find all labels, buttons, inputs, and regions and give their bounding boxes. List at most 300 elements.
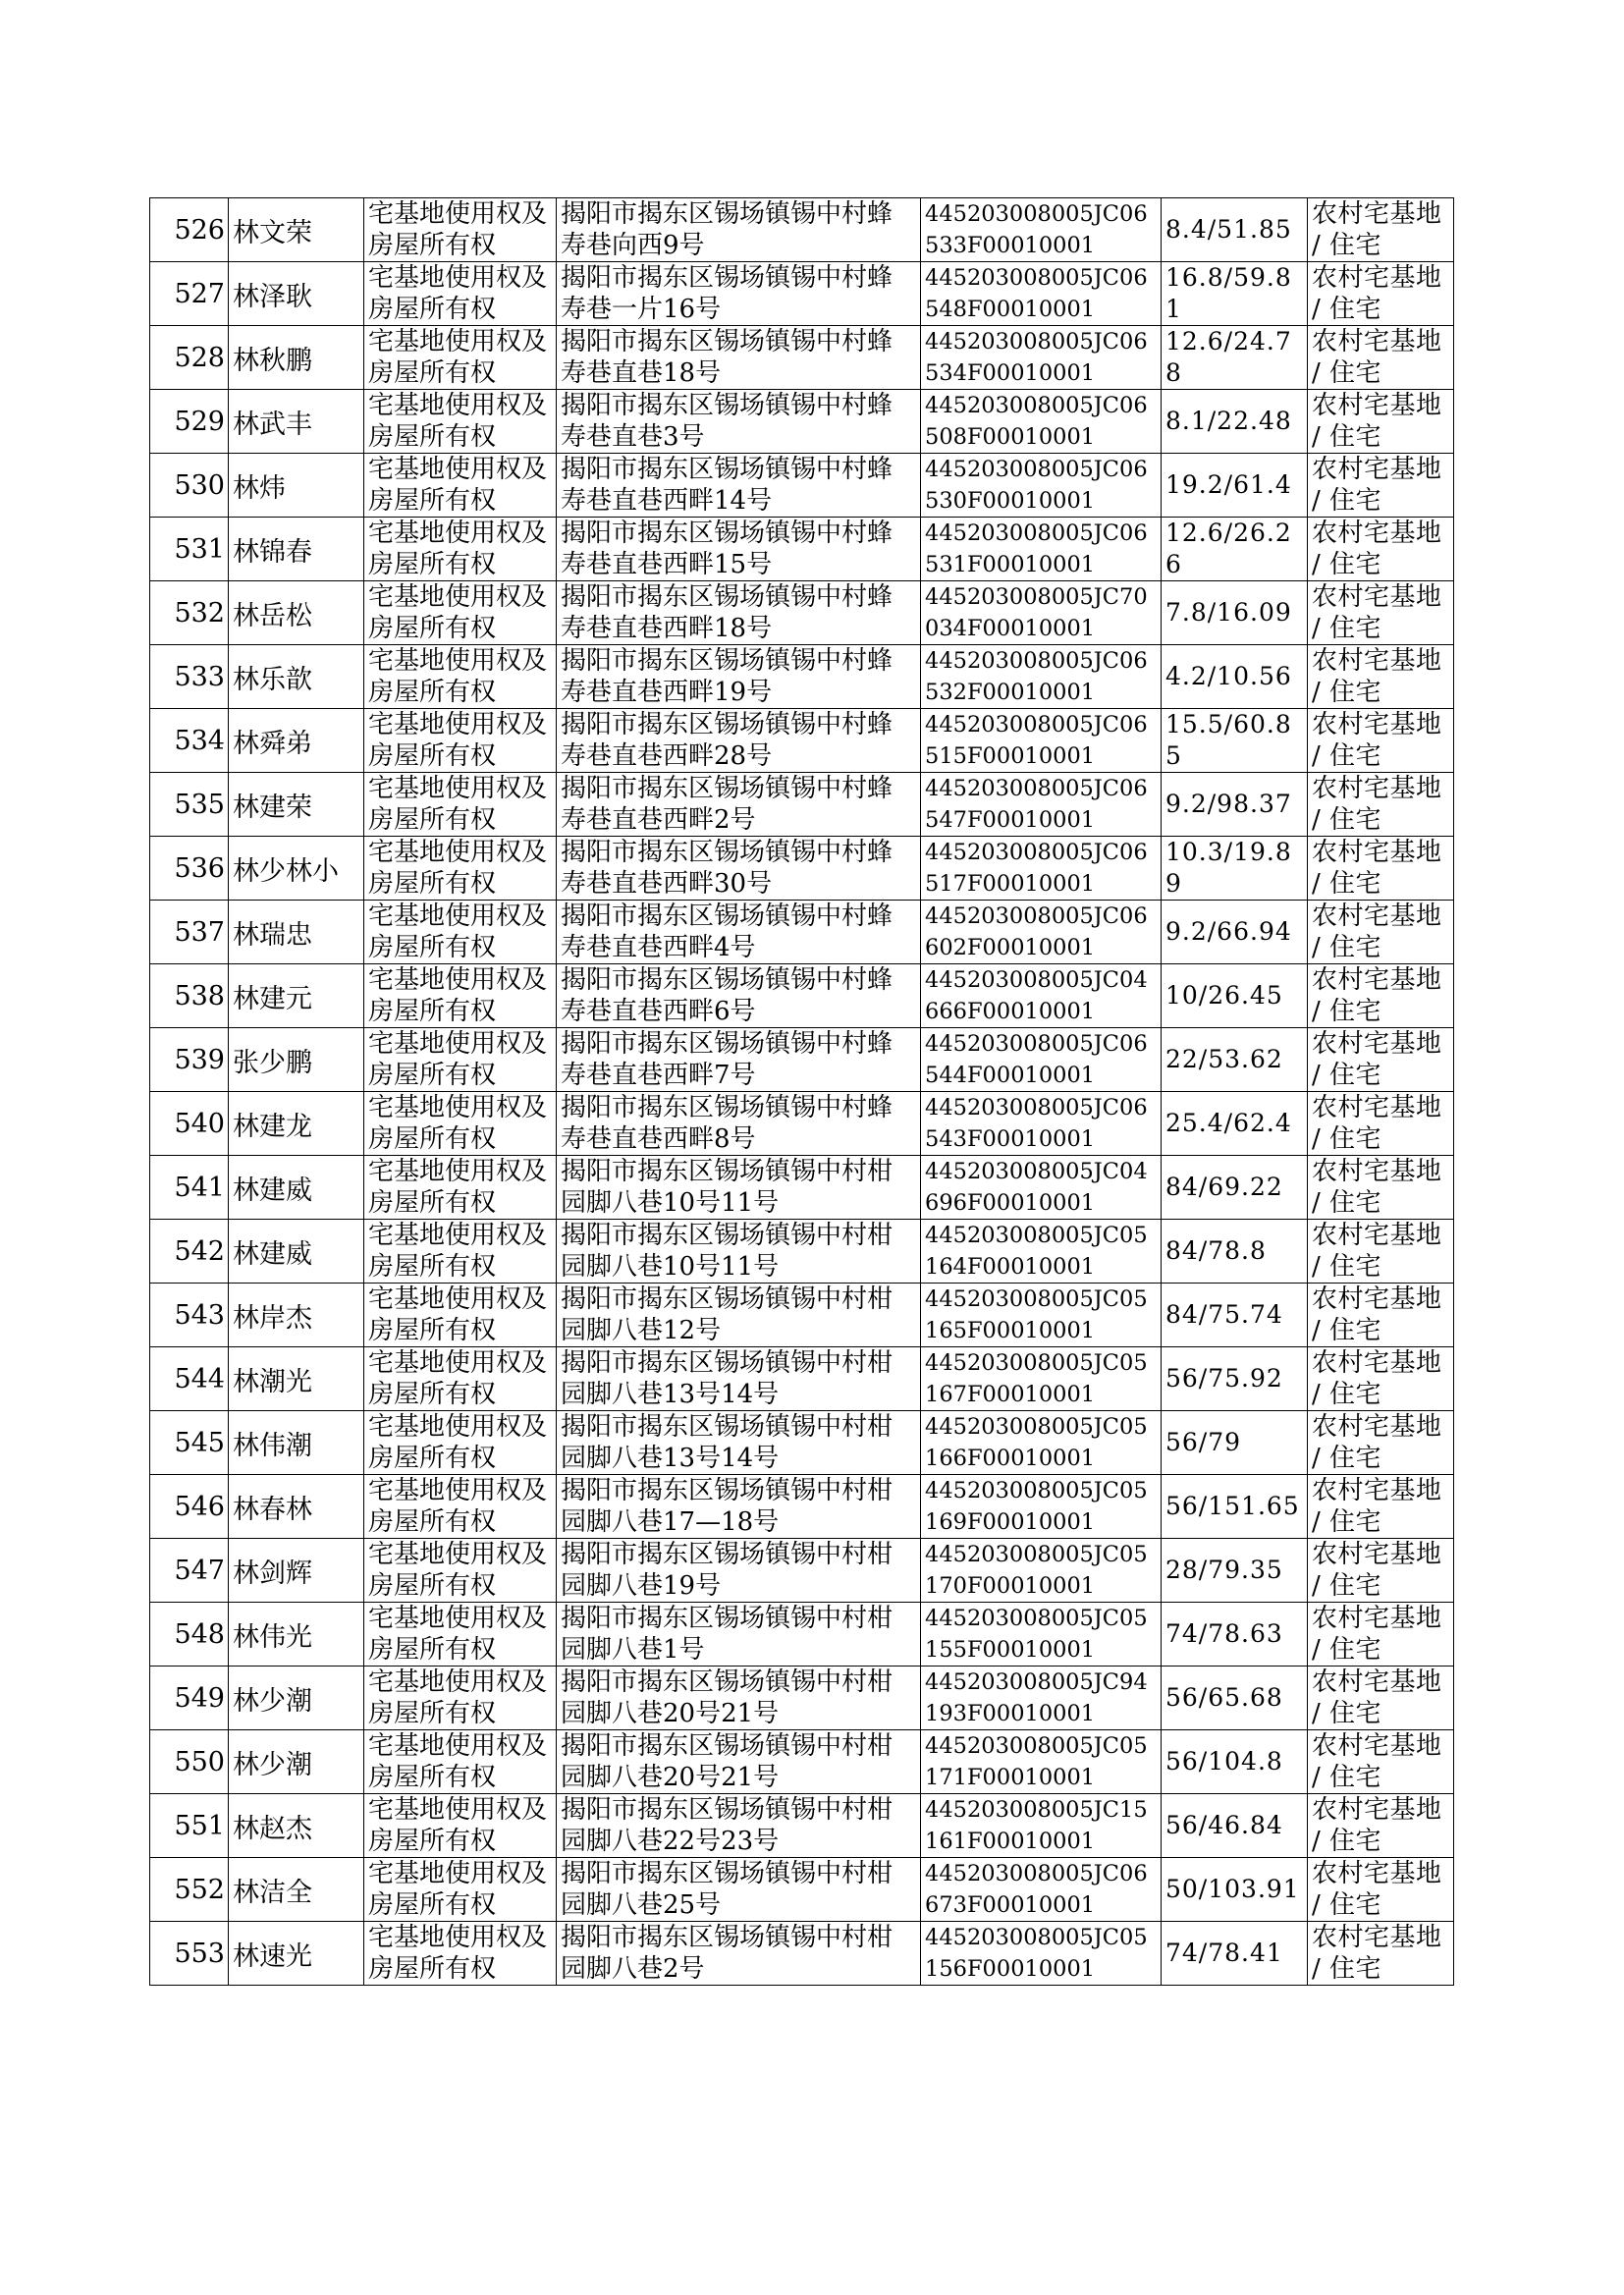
certificate-number-text: 445203008005JC94193F00010001 [925,1669,1148,1726]
area-text: 7.8/16.09 [1165,598,1292,627]
address-cell [557,1220,921,1284]
certificate-number-text: 445203008005JC06531F00010001 [925,520,1148,577]
address-text: 揭阳市揭东区锡场镇锡中村蜂寿巷直巷3号 [561,391,893,452]
row-number-cell: 535 [150,773,229,837]
row-number-cell: 539 [150,1028,229,1092]
land-use-text: 农村宅基地 / 住宅 [1312,1284,1442,1345]
certificate-number-cell [921,1603,1162,1667]
row-number-cell: 538 [150,964,229,1028]
certificate-number-text: 445203008005JC15161F00010001 [925,1797,1148,1854]
certificate-number-text: 445203008005JC70034F00010001 [925,584,1148,641]
area-cell [1162,518,1308,581]
right-type-cell [364,1730,557,1794]
area-text: 56/65.68 [1165,1683,1283,1712]
owner-name-cell: 林建荣 [229,773,364,837]
area-cell [1162,1539,1308,1603]
certificate-number-text: 445203008005JC05170F00010001 [925,1542,1148,1599]
land-use-text: 农村宅基地 / 住宅 [1312,1029,1442,1090]
address-cell [557,326,921,390]
certificate-number-cell [921,581,1162,645]
certificate-number-text: 445203008005JC06602F00010001 [925,903,1148,960]
area-text: 12.6/24.78 [1165,327,1292,387]
owner-name-cell: 林赵杰 [229,1794,364,1858]
land-use-text: 农村宅基地 / 住宅 [1312,902,1442,962]
certificate-number-cell [921,773,1162,837]
address-text: 揭阳市揭东区锡场镇锡中村柑园脚八巷10号11号 [561,1157,893,1218]
area-text: 12.6/26.26 [1165,519,1292,578]
right-type-cell [364,390,557,454]
table-row [150,1156,1454,1220]
right-type-cell [364,645,557,709]
address-cell [557,964,921,1028]
table-row [150,1794,1454,1858]
table-row [150,1603,1454,1667]
certificate-number-text: 445203008005JC05167F00010001 [925,1350,1148,1407]
table-row [150,645,1454,709]
table-row [150,1667,1454,1730]
certificate-number-cell [921,1475,1162,1539]
land-use-text: 农村宅基地 / 住宅 [1312,1157,1442,1218]
right-type-cell [364,581,557,645]
certificate-number-text: 445203008005JC06534F00010001 [925,329,1148,386]
area-text: 28/79.35 [1165,1556,1283,1584]
area-cell [1162,326,1308,390]
area-text: 4.2/10.56 [1165,662,1292,690]
land-use-text: 农村宅基地 / 住宅 [1312,1795,1442,1856]
row-number-cell: 541 [150,1156,229,1220]
owner-name-cell: 林潮光 [229,1347,364,1411]
certificate-number-text: 445203008005JC06533F00010001 [925,201,1148,258]
table-row [150,1347,1454,1411]
area-cell [1162,773,1308,837]
right-type-text: 宅基地使用权及房屋所有权 [368,1029,548,1090]
land-use-text: 农村宅基地 / 住宅 [1312,838,1442,899]
owner-name-cell: 林文荣 [229,198,364,262]
right-type-cell [364,1667,557,1730]
table-row [150,390,1454,454]
address-cell [557,1858,921,1922]
land-use-cell [1308,1028,1454,1092]
right-type-cell [364,1411,557,1475]
area-cell [1162,645,1308,709]
right-type-text: 宅基地使用权及房屋所有权 [368,1348,548,1409]
land-use-cell [1308,390,1454,454]
certificate-number-text: 445203008005JC05169F00010001 [925,1478,1148,1535]
row-number-cell: 543 [150,1284,229,1347]
certificate-number-text: 445203008005JC05165F00010001 [925,1286,1148,1343]
right-type-cell [364,1794,557,1858]
address-text: 揭阳市揭东区锡场镇锡中村柑园脚八巷17—18号 [561,1476,893,1537]
right-type-text: 宅基地使用权及房屋所有权 [368,1667,548,1728]
row-number-cell: 528 [150,326,229,390]
right-type-cell [364,1603,557,1667]
owner-name-cell: 林舜弟 [229,709,364,773]
land-use-text: 农村宅基地 / 住宅 [1312,1476,1442,1537]
land-use-cell [1308,326,1454,390]
land-use-text: 农村宅基地 / 住宅 [1312,1540,1442,1601]
right-type-text: 宅基地使用权及房屋所有权 [368,1859,548,1920]
right-type-text: 宅基地使用权及房屋所有权 [368,1604,548,1665]
land-use-text: 农村宅基地 / 住宅 [1312,1859,1442,1920]
area-text: 25.4/62.4 [1165,1109,1292,1137]
owner-name-cell: 林炜 [229,454,364,518]
address-cell [557,1156,921,1220]
address-cell [557,837,921,901]
right-type-text: 宅基地使用权及房屋所有权 [368,391,548,452]
owner-name-cell: 林少林小 [229,837,364,901]
area-cell [1162,1603,1308,1667]
row-number-cell: 530 [150,454,229,518]
owner-name-cell: 林剑辉 [229,1539,364,1603]
owner-name-cell: 林少潮 [229,1667,364,1730]
table-row [150,1730,1454,1794]
right-type-cell [364,518,557,581]
right-type-cell [364,1156,557,1220]
area-text: 84/78.8 [1165,1236,1267,1265]
area-cell [1162,1028,1308,1092]
right-type-text: 宅基地使用权及房屋所有权 [368,1284,548,1345]
address-cell [557,1539,921,1603]
land-use-cell [1308,1092,1454,1156]
right-type-cell [364,1858,557,1922]
land-use-text: 农村宅基地 / 住宅 [1312,1221,1442,1282]
certificate-number-text: 445203008005JC06530F00010001 [925,457,1148,514]
certificate-number-cell [921,1539,1162,1603]
area-cell [1162,964,1308,1028]
right-type-cell [364,198,557,262]
address-text: 揭阳市揭东区锡场镇锡中村柑园脚八巷22号23号 [561,1795,893,1856]
right-type-text: 宅基地使用权及房屋所有权 [368,327,548,388]
owner-name-cell: 林武丰 [229,390,364,454]
address-cell [557,901,921,964]
address-text: 揭阳市揭东区锡场镇锡中村柑园脚八巷20号21号 [561,1667,893,1728]
owner-name-cell: 林岸杰 [229,1284,364,1347]
area-text: 56/46.84 [1165,1811,1283,1839]
address-text: 揭阳市揭东区锡场镇锡中村蜂寿巷直巷西畔14号 [561,455,893,516]
row-number-cell: 531 [150,518,229,581]
land-use-text: 农村宅基地 / 住宅 [1312,263,1442,324]
row-number-cell: 547 [150,1539,229,1603]
area-text: 50/103.91 [1165,1875,1300,1903]
area-cell [1162,1858,1308,1922]
owner-name-cell: 林乐歆 [229,645,364,709]
address-text: 揭阳市揭东区锡场镇锡中村蜂寿巷直巷西畔8号 [561,1093,893,1154]
certificate-number-cell [921,326,1162,390]
address-text: 揭阳市揭东区锡场镇锡中村柑园脚八巷19号 [561,1540,893,1601]
row-number-cell: 550 [150,1730,229,1794]
certificate-number-text: 445203008005JC05166F00010001 [925,1414,1148,1471]
table-row [150,1475,1454,1539]
row-number-cell: 540 [150,1092,229,1156]
area-text: 56/151.65 [1165,1492,1300,1520]
land-use-text: 农村宅基地 / 住宅 [1312,519,1442,579]
right-type-text: 宅基地使用权及房屋所有权 [368,1157,548,1218]
area-cell [1162,581,1308,645]
area-cell [1162,1092,1308,1156]
right-type-text: 宅基地使用权及房屋所有权 [368,263,548,324]
land-use-cell [1308,837,1454,901]
area-text: 84/69.22 [1165,1173,1283,1201]
address-text: 揭阳市揭东区锡场镇锡中村柑园脚八巷2号 [561,1923,893,1984]
certificate-number-cell [921,518,1162,581]
certificate-number-cell [921,1922,1162,1986]
owner-name-cell: 林锦春 [229,518,364,581]
certificate-number-cell [921,964,1162,1028]
area-cell [1162,262,1308,326]
area-text: 74/78.41 [1165,1939,1283,1967]
right-type-text: 宅基地使用权及房屋所有权 [368,1923,548,1984]
area-text: 74/78.63 [1165,1619,1283,1648]
certificate-number-cell [921,1156,1162,1220]
table-row [150,1092,1454,1156]
address-cell [557,1028,921,1092]
area-cell [1162,1347,1308,1411]
address-text: 揭阳市揭东区锡场镇锡中村蜂寿巷直巷西畔2号 [561,774,893,835]
land-use-cell [1308,1284,1454,1347]
table-row [150,1284,1454,1347]
certificate-number-cell [921,1667,1162,1730]
row-number-cell: 546 [150,1475,229,1539]
right-type-text: 宅基地使用权及房屋所有权 [368,455,548,516]
address-cell [557,1667,921,1730]
land-use-cell [1308,1475,1454,1539]
address-text: 揭阳市揭东区锡场镇锡中村蜂寿巷一片16号 [561,263,893,324]
certificate-number-cell [921,1411,1162,1475]
area-cell [1162,1475,1308,1539]
row-number-cell: 545 [150,1411,229,1475]
area-text: 8.1/22.48 [1165,407,1292,435]
row-number-cell: 542 [150,1220,229,1284]
area-text: 10.3/19.89 [1165,838,1292,898]
certificate-number-cell [921,1028,1162,1092]
area-cell [1162,1220,1308,1284]
right-type-text: 宅基地使用权及房屋所有权 [368,1540,548,1601]
land-use-cell [1308,1794,1454,1858]
certificate-number-text: 445203008005JC04666F00010001 [925,967,1148,1024]
land-use-cell [1308,1858,1454,1922]
owner-name-cell: 林秋鹏 [229,326,364,390]
area-text: 56/104.8 [1165,1747,1283,1776]
table-row [150,581,1454,645]
address-cell [557,1475,921,1539]
land-use-text: 农村宅基地 / 住宅 [1312,1731,1442,1792]
land-use-cell [1308,1667,1454,1730]
table-row [150,326,1454,390]
land-use-text: 农村宅基地 / 住宅 [1312,1667,1442,1728]
row-number-cell: 534 [150,709,229,773]
address-text: 揭阳市揭东区锡场镇锡中村蜂寿巷直巷西畔18号 [561,582,893,643]
address-cell [557,262,921,326]
area-cell [1162,390,1308,454]
area-cell [1162,198,1308,262]
land-use-text: 农村宅基地 / 住宅 [1312,646,1442,707]
owner-name-cell: 林建威 [229,1156,364,1220]
right-type-text: 宅基地使用权及房屋所有权 [368,519,548,579]
row-number-cell: 532 [150,581,229,645]
address-text: 揭阳市揭东区锡场镇锡中村柑园脚八巷13号14号 [561,1412,893,1473]
land-use-text: 农村宅基地 / 住宅 [1312,1923,1442,1984]
registry-rows [150,198,1454,1986]
table-row [150,773,1454,837]
land-use-cell [1308,964,1454,1028]
table-row [150,901,1454,964]
area-cell [1162,1922,1308,1986]
right-type-text: 宅基地使用权及房屋所有权 [368,965,548,1026]
address-cell [557,645,921,709]
row-number-cell: 526 [150,198,229,262]
area-cell [1162,901,1308,964]
right-type-text: 宅基地使用权及房屋所有权 [368,646,548,707]
address-text: 揭阳市揭东区锡场镇锡中村柑园脚八巷25号 [561,1859,893,1920]
table-row [150,1922,1454,1986]
land-use-text: 农村宅基地 / 住宅 [1312,1412,1442,1473]
table-row [150,709,1454,773]
land-use-cell [1308,198,1454,262]
address-cell [557,1092,921,1156]
address-text: 揭阳市揭东区锡场镇锡中村柑园脚八巷10号11号 [561,1221,893,1282]
land-use-text: 农村宅基地 / 住宅 [1312,1604,1442,1665]
table-row [150,964,1454,1028]
owner-name-cell: 林建元 [229,964,364,1028]
address-cell [557,1730,921,1794]
address-cell [557,198,921,262]
certificate-number-cell [921,1730,1162,1794]
row-number-cell: 553 [150,1922,229,1986]
owner-name-cell: 林泽耿 [229,262,364,326]
right-type-cell [364,262,557,326]
certificate-number-cell [921,645,1162,709]
area-text: 10/26.45 [1165,981,1283,1010]
certificate-number-text: 445203008005JC06517F00010001 [925,840,1148,897]
address-text: 揭阳市揭东区锡场镇锡中村蜂寿巷直巷18号 [561,327,893,388]
land-use-cell [1308,709,1454,773]
owner-name-cell: 林洁全 [229,1858,364,1922]
right-type-text: 宅基地使用权及房屋所有权 [368,1221,548,1282]
land-use-cell [1308,1922,1454,1986]
right-type-cell [364,326,557,390]
row-number-cell: 552 [150,1858,229,1922]
address-text: 揭阳市揭东区锡场镇锡中村蜂寿巷直巷西畔4号 [561,902,893,962]
row-number-cell: 544 [150,1347,229,1411]
right-type-text: 宅基地使用权及房屋所有权 [368,902,548,962]
land-use-text: 农村宅基地 / 住宅 [1312,710,1442,771]
area-cell [1162,1667,1308,1730]
area-text: 16.8/59.81 [1165,263,1292,323]
certificate-number-text: 445203008005JC05155F00010001 [925,1606,1148,1663]
certificate-number-cell [921,901,1162,964]
right-type-cell [364,1284,557,1347]
right-type-cell [364,1922,557,1986]
address-cell [557,1603,921,1667]
address-text: 揭阳市揭东区锡场镇锡中村蜂寿巷直巷西畔19号 [561,646,893,707]
area-text: 9.2/98.37 [1165,790,1292,818]
certificate-number-cell [921,198,1162,262]
land-use-text: 农村宅基地 / 住宅 [1312,1093,1442,1154]
row-number-cell: 529 [150,390,229,454]
land-use-cell [1308,773,1454,837]
address-cell [557,773,921,837]
land-use-cell [1308,1156,1454,1220]
right-type-text: 宅基地使用权及房屋所有权 [368,1093,548,1154]
owner-name-cell: 林岳松 [229,581,364,645]
right-type-text: 宅基地使用权及房屋所有权 [368,774,548,835]
right-type-cell [364,1220,557,1284]
address-cell [557,1922,921,1986]
area-cell [1162,1411,1308,1475]
certificate-number-cell [921,1347,1162,1411]
land-use-text: 农村宅基地 / 住宅 [1312,582,1442,643]
certificate-number-cell [921,837,1162,901]
address-cell [557,1794,921,1858]
right-type-cell [364,709,557,773]
table-row [150,454,1454,518]
certificate-number-cell [921,1092,1162,1156]
table-row [150,1539,1454,1603]
right-type-cell [364,1347,557,1411]
address-text: 揭阳市揭东区锡场镇锡中村蜂寿巷直巷西畔6号 [561,965,893,1026]
land-use-cell [1308,1220,1454,1284]
right-type-cell [364,901,557,964]
land-use-text: 农村宅基地 / 住宅 [1312,327,1442,388]
certificate-number-text: 445203008005JC05164F00010001 [925,1223,1148,1280]
certificate-number-text: 445203008005JC06532F00010001 [925,648,1148,705]
certificate-number-cell [921,1284,1162,1347]
area-cell [1162,454,1308,518]
land-use-cell [1308,518,1454,581]
row-number-cell: 548 [150,1603,229,1667]
area-text: 84/75.74 [1165,1300,1283,1329]
owner-name-cell: 林建龙 [229,1092,364,1156]
address-text: 揭阳市揭东区锡场镇锡中村蜂寿巷直巷西畔15号 [561,519,893,579]
certificate-number-cell [921,1858,1162,1922]
certificate-number-text: 445203008005JC06548F00010001 [925,265,1148,322]
address-text: 揭阳市揭东区锡场镇锡中村柑园脚八巷13号14号 [561,1348,893,1409]
table-row [150,198,1454,262]
row-number-cell: 536 [150,837,229,901]
right-type-text: 宅基地使用权及房屋所有权 [368,1412,548,1473]
right-type-cell [364,454,557,518]
area-cell [1162,1156,1308,1220]
address-cell [557,709,921,773]
land-use-text: 农村宅基地 / 住宅 [1312,391,1442,452]
right-type-text: 宅基地使用权及房屋所有权 [368,1795,548,1856]
area-text: 19.2/61.4 [1165,470,1292,499]
address-cell [557,1411,921,1475]
land-use-text: 农村宅基地 / 住宅 [1312,965,1442,1026]
certificate-number-text: 445203008005JC06547F00010001 [925,776,1148,833]
area-text: 9.2/66.94 [1165,917,1292,946]
row-number-cell: 527 [150,262,229,326]
land-use-text: 农村宅基地 / 住宅 [1312,455,1442,516]
certificate-number-cell [921,1220,1162,1284]
right-type-cell [364,837,557,901]
owner-name-cell: 林瑞忠 [229,901,364,964]
right-type-cell [364,1092,557,1156]
table-row [150,837,1454,901]
area-cell [1162,837,1308,901]
table-row [150,1220,1454,1284]
certificate-number-cell [921,454,1162,518]
table-row [150,518,1454,581]
row-number-cell: 537 [150,901,229,964]
right-type-text: 宅基地使用权及房屋所有权 [368,838,548,899]
owner-name-cell: 林速光 [229,1922,364,1986]
address-text: 揭阳市揭东区锡场镇锡中村柑园脚八巷1号 [561,1604,893,1665]
land-use-cell [1308,581,1454,645]
address-text: 揭阳市揭东区锡场镇锡中村蜂寿巷向西9号 [561,199,893,260]
row-number-cell: 533 [150,645,229,709]
certificate-number-text: 445203008005JC06544F00010001 [925,1031,1148,1088]
